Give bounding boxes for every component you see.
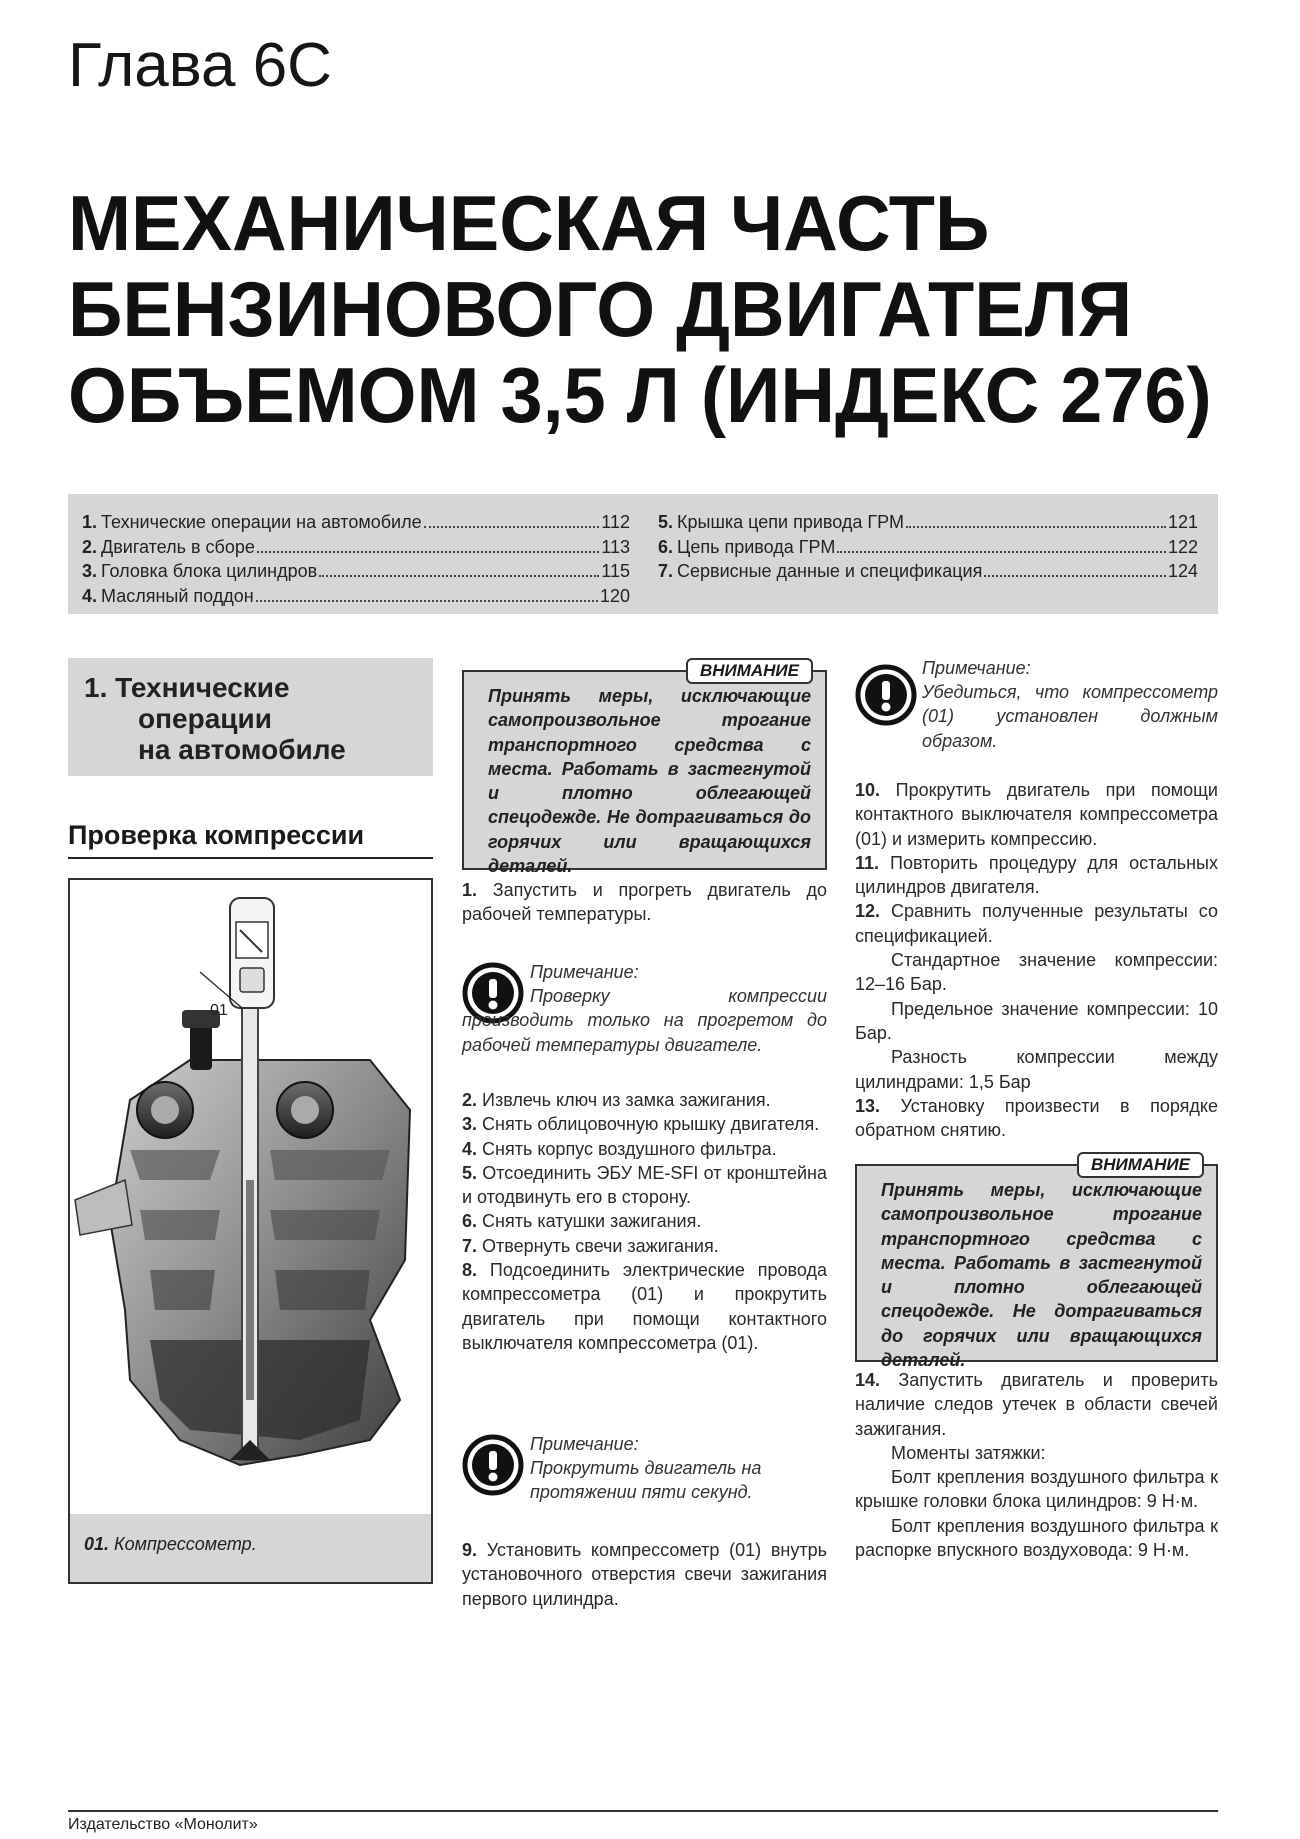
toc-leader xyxy=(906,526,1166,528)
toc-num: 4. xyxy=(82,585,98,606)
step-number: 12. xyxy=(855,901,881,922)
figure-compression-tester xyxy=(68,878,433,1584)
step-number: 13. xyxy=(855,1095,881,1116)
chapter-title xyxy=(68,180,1248,438)
step-text: Прокрутить двигатель при помощи контактного выключателя компрессометра (01) и измерить компрессию. xyxy=(855,780,1218,849)
toc-page: 121 xyxy=(1167,512,1198,532)
figure-caption xyxy=(70,1514,431,1582)
toc-leader xyxy=(257,551,599,553)
step-text: Извлечь ключ из замка зажигания. xyxy=(482,1090,771,1110)
toc-leader xyxy=(837,551,1166,553)
note-1-label: Примечание: xyxy=(530,962,639,982)
step-8 xyxy=(462,1258,827,1355)
torque-spec-2: Болт крепления воздушного фильтра к распорке впускного воздуховода: 9 Н·м. xyxy=(855,1515,1218,1561)
toc-page: 115 xyxy=(601,561,630,581)
step-2 xyxy=(462,1088,827,1112)
step-11 xyxy=(855,851,1218,900)
title-line-1: МЕХАНИЧЕСКАЯ ЧАСТЬ xyxy=(68,179,990,267)
attention-label: ВНИМАНИЕ xyxy=(1077,1152,1204,1178)
toc-num: 3. xyxy=(82,561,98,581)
spec-limit: Предельное значение компрессии: 10 Бар. xyxy=(855,998,1218,1043)
step-text: Отвернуть свечи зажигания. xyxy=(482,1235,719,1256)
step-number: 8. xyxy=(462,1260,478,1281)
toc-text: Цепь привода ГРМ xyxy=(677,536,836,557)
step-text: Снять облицовочную крышку двигателя. xyxy=(482,1114,820,1135)
toc-item[interactable] xyxy=(658,535,1198,560)
step-number: 4. xyxy=(462,1138,478,1159)
steps-10-13 xyxy=(855,778,1218,1142)
step-4 xyxy=(462,1137,827,1161)
warning-icon xyxy=(462,1434,524,1496)
toc-text: Головка блока цилиндров xyxy=(101,561,318,581)
step-text: Установить компрессометр (01) внутрь установочного отверстия свечи зажигания первого цилиндра. xyxy=(462,1540,827,1609)
note-3-label: Примечание: xyxy=(922,658,1031,678)
step-text: Снять катушки зажигания. xyxy=(482,1211,702,1232)
step-14-and-torque xyxy=(855,1368,1218,1562)
caption-text: Компрессометр. xyxy=(114,1534,257,1554)
section-title-line-3: на автомобиле xyxy=(138,734,346,765)
toc-item[interactable] xyxy=(82,510,630,535)
toc-text: Технические операции на автомобиле xyxy=(101,512,422,532)
toc-item[interactable] xyxy=(82,584,630,609)
step-number: 14. xyxy=(855,1370,881,1390)
step-number: 9. xyxy=(462,1540,478,1560)
toc-page: 120 xyxy=(599,585,630,606)
step-7 xyxy=(462,1234,827,1258)
note-2-text: Прокрутить двигатель на протяжении пяти секунд. xyxy=(530,1458,762,1503)
step-10 xyxy=(855,778,1218,851)
torque-spec-1: Болт крепления воздушного фильтра к крышке головки блока цилиндров: 9 Н·м. xyxy=(855,1467,1218,1512)
warning-icon xyxy=(855,664,917,726)
step-5 xyxy=(462,1161,827,1210)
footer-rule xyxy=(68,1810,1218,1812)
step-number: 2. xyxy=(462,1090,478,1110)
step-text: Запустить и прогреть двигатель до рабочей температуры. xyxy=(462,880,827,925)
step-12 xyxy=(855,899,1218,948)
step-6 xyxy=(462,1209,827,1233)
attention-label: ВНИМАНИЕ xyxy=(686,658,813,684)
attention-box-1 xyxy=(462,661,827,877)
section-title-line-2: операции xyxy=(138,703,272,734)
toc-text: Масляный поддон xyxy=(101,585,254,606)
subsection-heading: Проверка компрессии xyxy=(68,820,433,859)
toc-num: 5. xyxy=(658,512,674,532)
toc-num: 2. xyxy=(82,536,98,557)
toc-leader xyxy=(424,526,600,528)
steps-2-8 xyxy=(462,1088,827,1355)
step-number: 7. xyxy=(462,1235,478,1256)
note-2-label: Примечание: xyxy=(530,1434,639,1454)
toc-num: 6. xyxy=(658,536,674,557)
toc-item[interactable] xyxy=(82,559,630,584)
step-13 xyxy=(855,1094,1218,1143)
step-text: Снять корпус воздушного фильтра. xyxy=(482,1138,777,1159)
step-1 xyxy=(462,878,827,927)
step-number: 1. xyxy=(462,880,478,900)
step-text: Установку произвести в порядке обратном снятию. xyxy=(855,1095,1218,1141)
torque-heading: Моменты затяжки: xyxy=(891,1442,1046,1463)
step-number: 6. xyxy=(462,1211,478,1232)
toc-num: 1. xyxy=(82,512,98,532)
toc-page: 112 xyxy=(601,512,630,532)
toc-leader xyxy=(319,575,599,577)
title-line-3: ОБЪЕМОМ 3,5 Л (ИНДЕКС 276) xyxy=(68,351,1212,439)
toc-item[interactable] xyxy=(658,559,1198,584)
attention-text: Принять меры, исключающие самопроизвольное трогание транспортного средства с места. Работать в застегнутой и плотно облегающей спецодежде. Не дотрагиваться до горячих или вращающихся деталей. xyxy=(881,1180,1202,1371)
step-text: Подсоединить электрические провода компрессометра (01) и прокрутить двигатель при помощи контактного выключателя компрессометра (01). xyxy=(462,1260,827,1353)
note-3-text: Убедиться, что компрессометр (01) установлен должным образом. xyxy=(922,682,1218,751)
toc-text: Крышка цепи привода ГРМ xyxy=(677,512,904,532)
spec-difference: Разность компрессии между цилиндрами: 1,5 Бар xyxy=(855,1047,1218,1092)
step-text: Отсоединить ЭБУ ME-SFI от кронштейна и отодвинуть его в сторону. xyxy=(462,1162,827,1208)
title-line-2: БЕНЗИНОВОГО ДВИГАТЕЛЯ xyxy=(68,265,1133,353)
publisher-footer: Издательство «Монолит» xyxy=(68,1816,258,1833)
table-of-contents xyxy=(68,494,1218,614)
attention-text: Принять меры, исключающие самопроизвольное трогание транспортного средства с места. Работать в застегнутой и плотно облегающей спецодежде. Не дотрагиваться до горячих или вращающихся деталей. xyxy=(488,686,811,877)
caption-number: 01. xyxy=(84,1534,110,1554)
step-number: 3. xyxy=(462,1114,478,1135)
toc-item[interactable] xyxy=(658,510,1198,535)
engine-illustration xyxy=(70,880,431,1514)
toc-text: Сервисные данные и спецификация xyxy=(677,561,983,581)
note-1-text: Проверку компрессии производить только на прогретом до рабочей температуры двигателе. xyxy=(462,986,827,1055)
attention-box-2 xyxy=(855,1155,1218,1371)
toc-left-column xyxy=(82,510,630,608)
step-number: 5. xyxy=(462,1162,478,1183)
toc-item[interactable] xyxy=(82,535,630,560)
step-text: Повторить процедуру для остальных цилиндров двигателя. xyxy=(855,852,1218,898)
step-text: Сравнить полученные результаты со спецификацией. xyxy=(855,901,1218,946)
chapter-label: Глава 6С xyxy=(68,31,332,100)
toc-text: Двигатель в сборе xyxy=(101,536,255,557)
step-number: 11. xyxy=(855,852,880,873)
toc-leader xyxy=(984,575,1166,577)
section-heading-box xyxy=(68,658,433,776)
toc-page: 124 xyxy=(1167,561,1198,581)
section-title-line-1: 1. Технические xyxy=(84,672,290,703)
toc-page: 122 xyxy=(1167,536,1198,557)
step-text: Запустить двигатель и проверить наличие следов утечек в области свечей зажигания. xyxy=(855,1370,1218,1439)
figure-callout-01: 01 xyxy=(210,1002,228,1019)
toc-num: 7. xyxy=(658,561,674,581)
step-3 xyxy=(462,1112,827,1136)
toc-right-column xyxy=(658,510,1198,584)
spec-standard: Стандартное значение компрессии: 12–16 Бар. xyxy=(855,950,1218,995)
toc-leader xyxy=(256,600,598,602)
toc-page: 113 xyxy=(601,536,630,557)
step-14 xyxy=(855,1368,1218,1441)
step-9 xyxy=(462,1538,827,1611)
step-number: 10. xyxy=(855,780,881,800)
